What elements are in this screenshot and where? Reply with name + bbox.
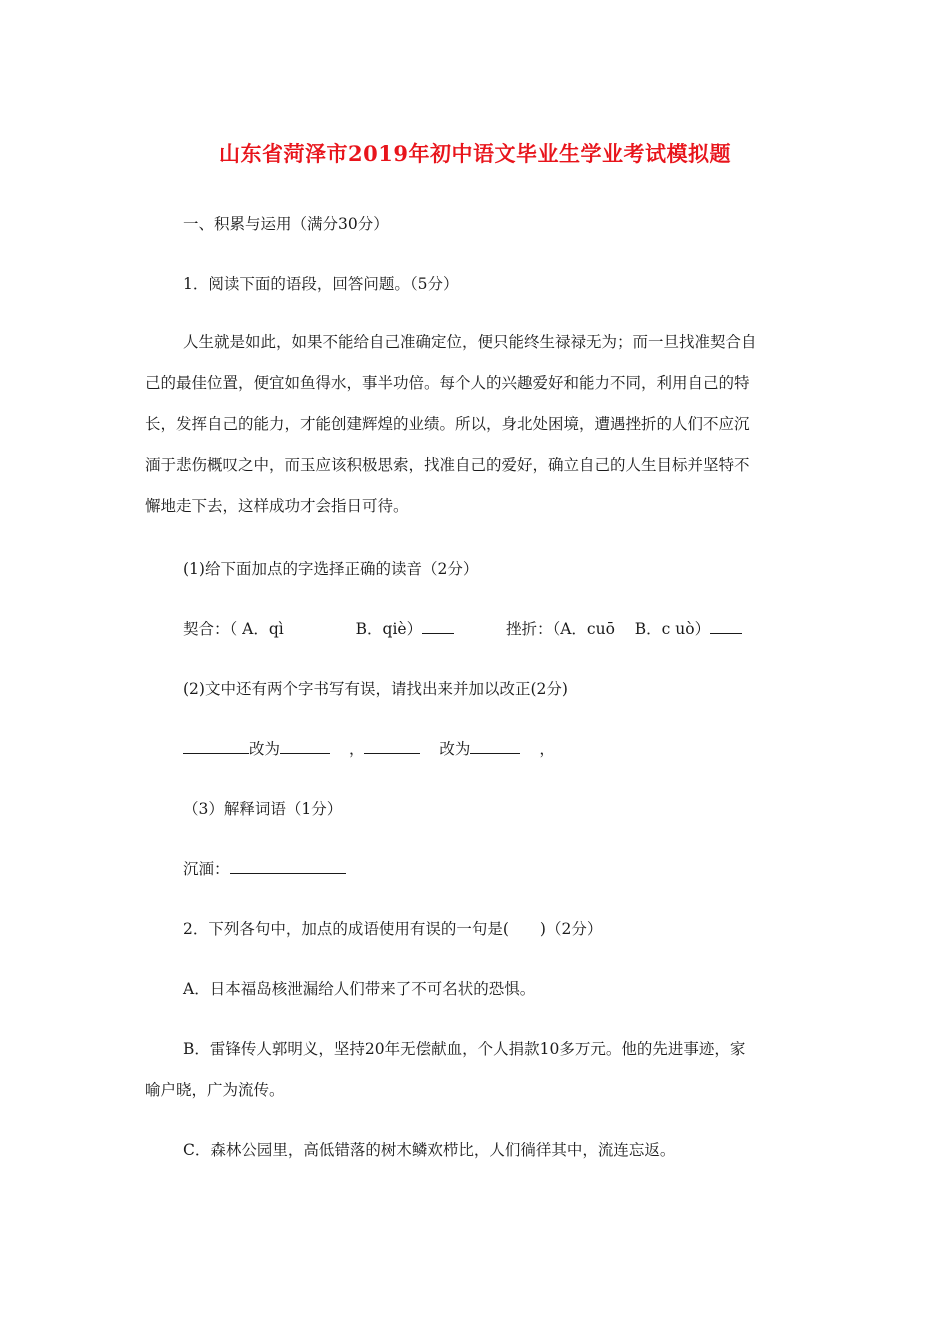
cuozhe-option-b: B．c uò）	[634, 620, 711, 638]
document-title: 山东省菏泽市2019年初中语文毕业生学业考试模拟题	[219, 141, 731, 166]
passage-line: 懈地走下去，这样成功才会指日可待。	[145, 497, 409, 515]
passage-line: 湎于悲伤概叹之中，而玉应该积极思索，找准自己的爱好，确立自己的人生目标并坚特不	[145, 456, 750, 474]
cuozhe-label: 挫折：（A．cuō	[505, 620, 615, 638]
correction-blanks	[183, 737, 845, 759]
answer-blank[interactable]	[280, 739, 330, 754]
question-2-heading: 2．下列各句中，加点的成语使用有误的一句是( )（2分）	[183, 920, 603, 938]
comma: ，	[539, 740, 555, 758]
answer-blank[interactable]	[710, 619, 742, 634]
answer-blank[interactable]	[183, 739, 249, 754]
answer-blank[interactable]	[230, 859, 346, 874]
question-1-sub-3: （3）解释词语（1分）	[183, 800, 343, 818]
question-2-option-b-line: B．雷锋传人郭明义，坚持20年无偿献血，个人捐款10多万元。他的先进事迹，家	[183, 1040, 746, 1058]
section-heading: 一、积累与运用（满分30分）	[183, 215, 389, 233]
question-2-option-a: A．日本福岛核泄漏给人们带来了不可名状的恐惧。	[183, 980, 536, 998]
passage-line: 人生就是如此，如果不能给自己准确定位，便只能终生禄禄无为；而一旦找准契合自	[183, 333, 757, 351]
gaiwei-label: 改为	[249, 740, 281, 758]
question-1-sub-1: (1)给下面加点的字选择正确的读音（2分）	[183, 560, 479, 578]
question-2-option-b-line: 喻户晓，广为流传。	[145, 1081, 285, 1099]
qihe-option-b: B．qiè）	[355, 620, 423, 638]
passage-line: 长，发挥自己的能力，才能创建辉煌的业绩。所以，身北处困境，遭遇挫折的人们不应沉	[145, 415, 750, 433]
passage	[145, 322, 807, 527]
gaiwei-label: 改为	[439, 740, 471, 758]
answer-blank[interactable]	[422, 619, 454, 634]
qihe-label: 契合：（ A．qì	[183, 620, 284, 638]
question-1-heading: 1．阅读下面的语段，回答问题。（5分）	[183, 275, 459, 293]
passage-line: 己的最佳位置，便宜如鱼得水，事半功倍。每个人的兴趣爱好和能力不同，利用自己的特	[145, 374, 750, 392]
comma: ，	[348, 740, 365, 758]
pronunciation-options	[183, 617, 845, 639]
chenmian-label: 沉湎：	[183, 860, 230, 878]
definition-blank-line	[183, 857, 845, 879]
answer-blank[interactable]	[470, 739, 520, 754]
question-1-sub-2: (2)文中还有两个字书写有误，请找出来并加以改正(2分)	[183, 680, 568, 698]
question-2-option-c: C．森林公园里，高低错落的树木鳞欢栉比，人们徜徉其中，流连忘返。	[183, 1141, 676, 1159]
answer-blank[interactable]	[364, 739, 420, 754]
